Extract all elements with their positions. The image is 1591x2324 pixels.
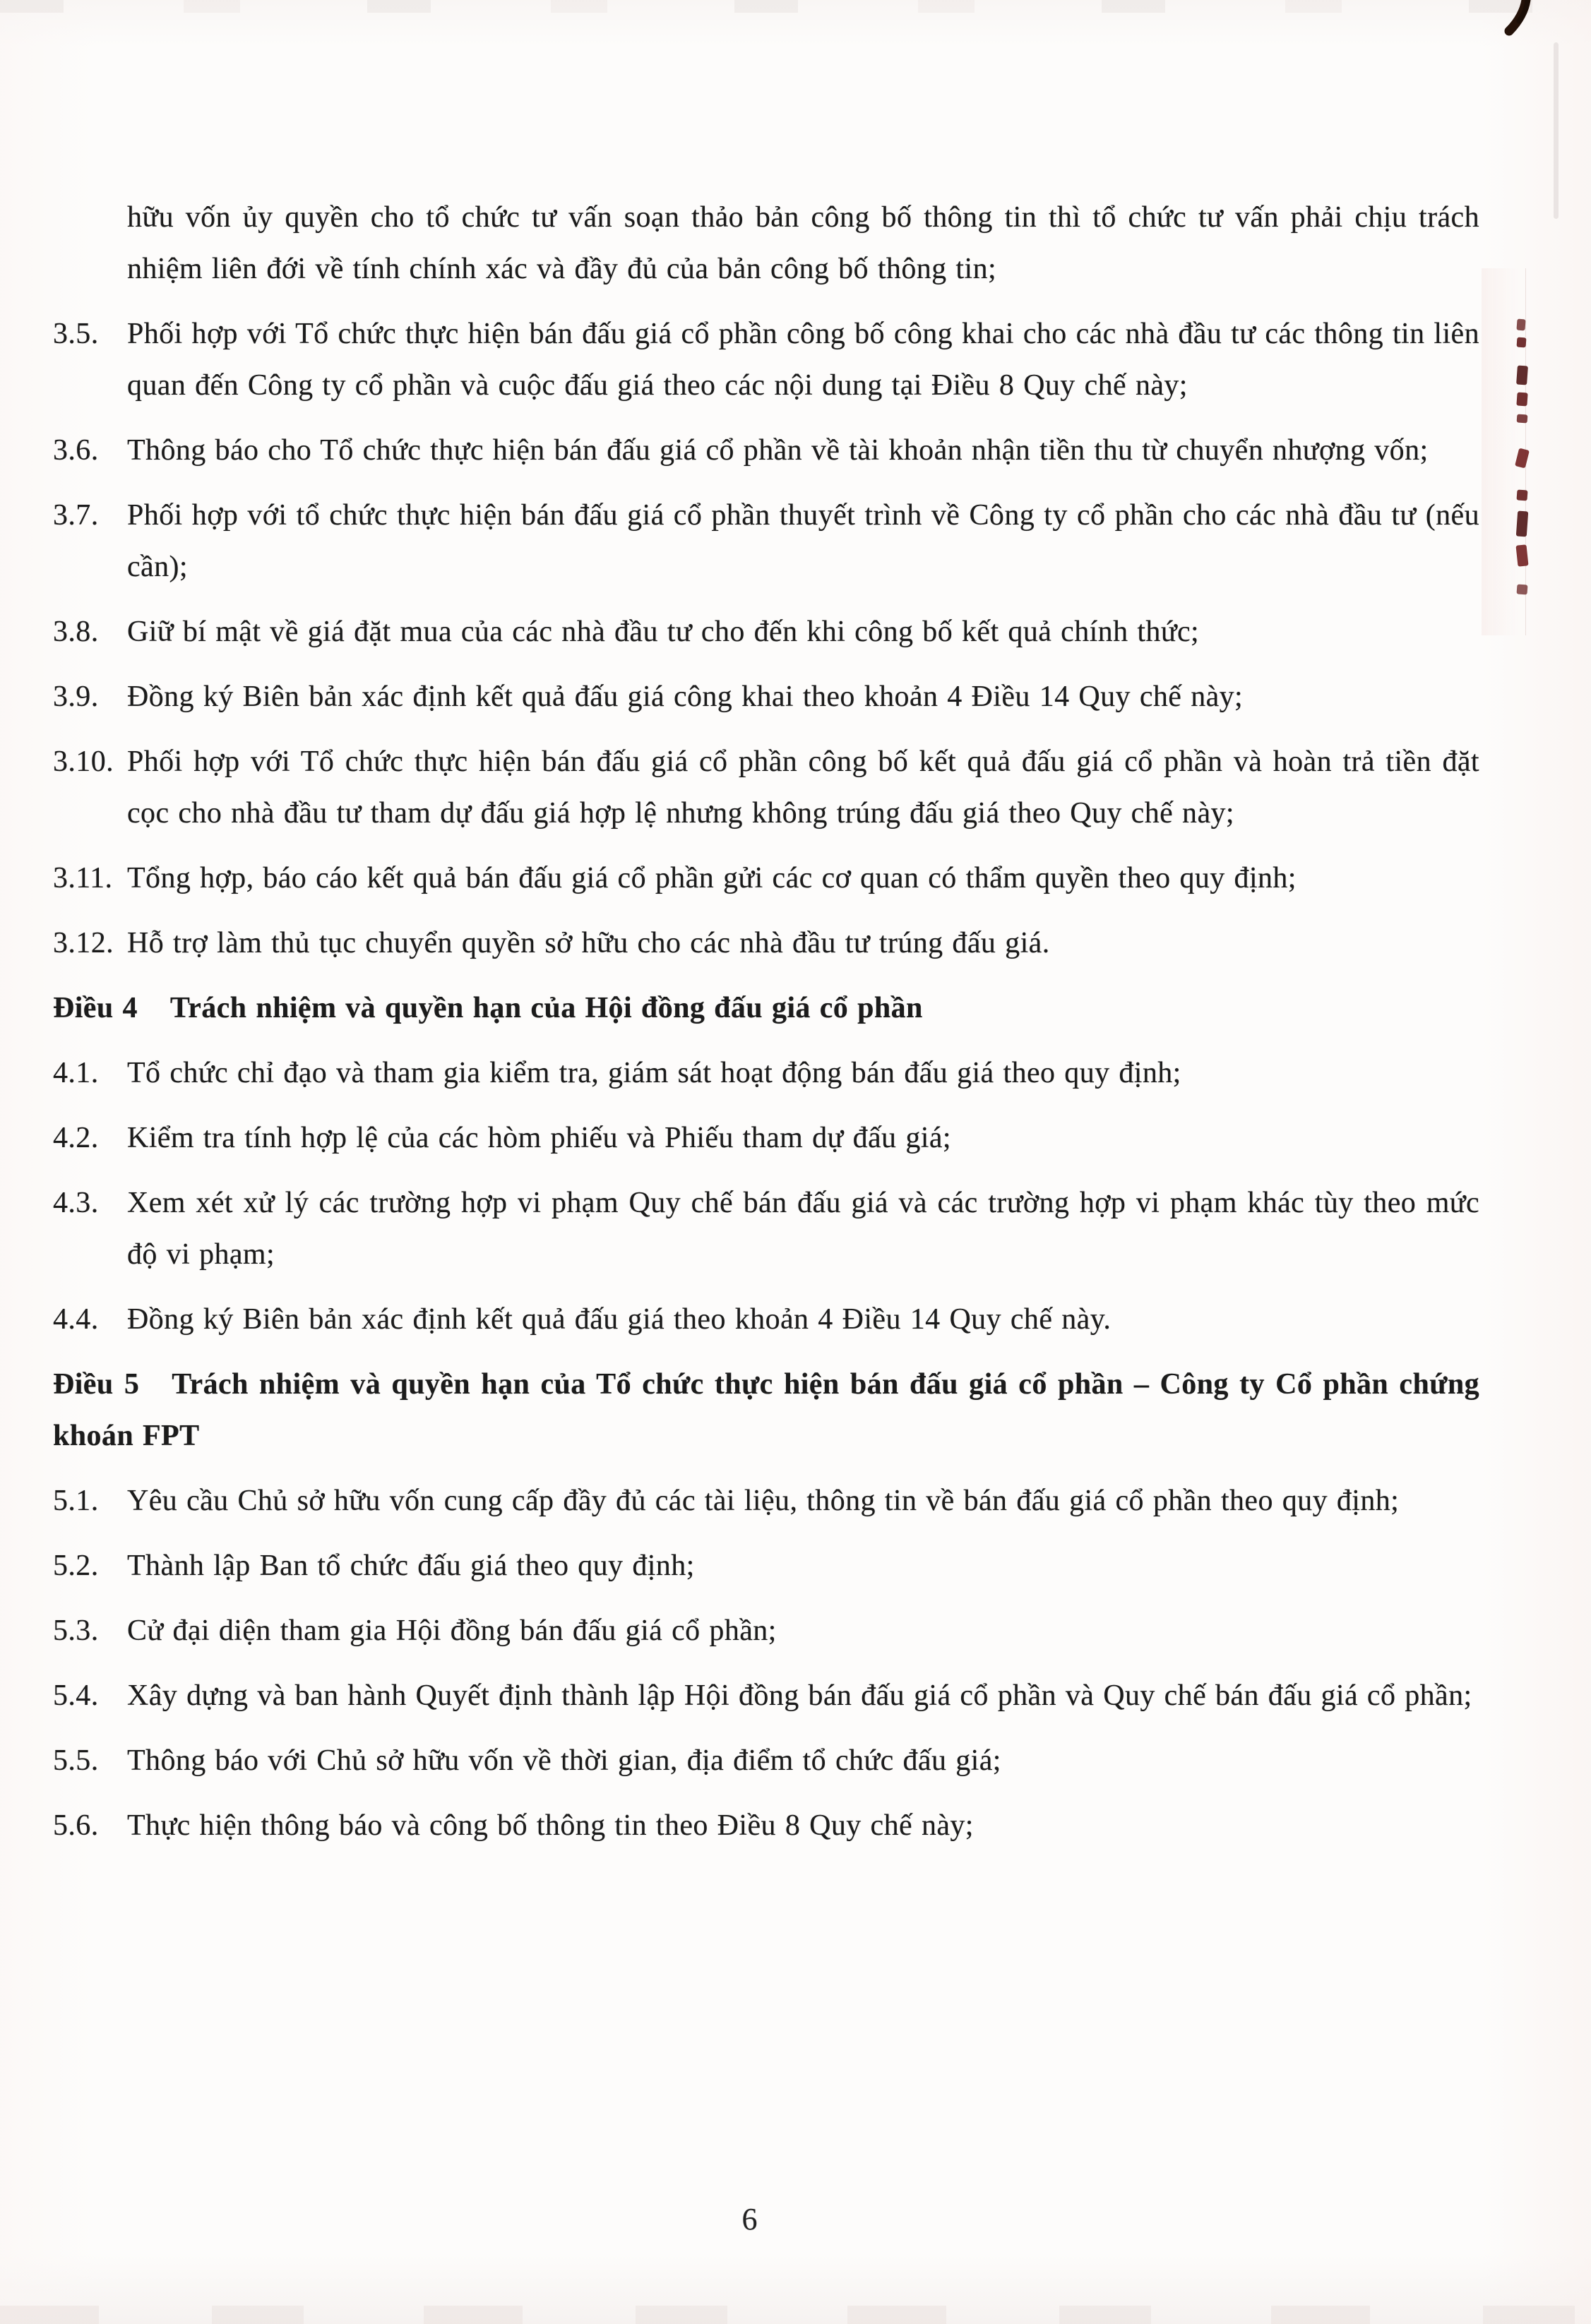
list-item-3-10 (53, 736, 1479, 839)
item-text: Thông báo cho Tổ chức thực hiện bán đấu giá cổ phần về tài khoản nhận tiền thu từ chuyển nhượng vốn; (127, 434, 1429, 467)
heading-label: Điều 4 (53, 992, 138, 1024)
item-text: Cử đại diện tham gia Hội đồng bán đấu giá cổ phần; (127, 1615, 777, 1647)
list-item-5-3 (53, 1605, 1479, 1657)
item-number: 5.6. (53, 1809, 99, 1842)
item-number: 3.10. (53, 745, 114, 778)
scan-noise-top (0, 0, 1591, 13)
list-item-3-12 (53, 918, 1479, 969)
item-number: 5.2. (53, 1550, 99, 1582)
item-number: 5.4. (53, 1679, 99, 1712)
list-item-5-2 (53, 1540, 1479, 1592)
scan-corner-curl-mark (1494, 0, 1536, 42)
list-item-3-8 (53, 606, 1479, 658)
item-number: 3.6. (53, 434, 99, 467)
item-number: 3.11. (53, 862, 113, 894)
list-item-4-4 (53, 1294, 1479, 1346)
item-number: 4.2. (53, 1122, 99, 1154)
heading-title: Trách nhiệm và quyền hạn của Tổ chức thực hiện bán đấu giá cổ phần – Công ty Cổ phần chứng khoán FPT (53, 1368, 1479, 1452)
list-item-3-6 (53, 425, 1479, 477)
item-number: 3.7. (53, 499, 99, 532)
item-number: 3.8. (53, 616, 99, 648)
list-item-5-6 (53, 1800, 1479, 1852)
heading-title: Trách nhiệm và quyền hạn của Hội đồng đấu giá cổ phần (169, 992, 923, 1024)
item-text: Đồng ký Biên bản xác định kết quả đấu giá công khai theo khoản 4 Điều 14 Quy chế này; (127, 681, 1244, 713)
item-text: Thông báo với Chủ sở hữu vốn về thời gian, địa điểm tổ chức đấu giá; (127, 1744, 1001, 1777)
item-text: Phối hợp với Tổ chức thực hiện bán đấu giá cổ phần công bố kết quả đấu giá cổ phần và hoàn trả tiền đặt cọc cho nhà đầu tư tham dự đấu giá hợp lệ nhưng không trúng đấu giá theo Quy chế này; (127, 745, 1479, 829)
item-text: Hỗ trợ làm thủ tục chuyển quyền sở hữu cho các nhà đầu tư trúng đấu giá. (127, 927, 1050, 959)
item-text: Đồng ký Biên bản xác định kết quả đấu giá theo khoản 4 Điều 14 Quy chế này. (127, 1303, 1112, 1336)
item-text: Yêu cầu Chủ sở hữu vốn cung cấp đầy đủ các tài liệu, thông tin về bán đấu giá cổ phần theo quy định; (127, 1485, 1400, 1517)
list-item-4-1 (53, 1048, 1479, 1099)
item-number: 5.1. (53, 1485, 99, 1517)
list-item-4-3 (53, 1178, 1479, 1281)
page-number: 6 (741, 2202, 758, 2236)
item-text: Phối hợp với tổ chức thực hiện bán đấu giá cổ phần thuyết trình về Công ty cổ phần cho các nhà đầu tư (nếu cần); (127, 499, 1479, 583)
item-text: Tổng hợp, báo cáo kết quả bán đấu giá cổ phần gửi các cơ quan có thẩm quyền theo quy định; (127, 862, 1297, 894)
list-item-3-5 (53, 309, 1479, 412)
heading-label: Điều 5 (53, 1368, 140, 1401)
item-number: 4.3. (53, 1187, 99, 1219)
scan-edge-shading (1482, 268, 1526, 635)
item-text: Kiểm tra tính hợp lệ của các hòm phiếu và Phiếu tham dự đấu giá; (127, 1122, 951, 1154)
item-text: Xây dựng và ban hành Quyết định thành lập Hội đồng bán đấu giá cổ phần và Quy chế bán đấu giá cổ phần; (127, 1679, 1472, 1712)
list-item-5-4 (53, 1670, 1479, 1722)
list-item-5-1 (53, 1475, 1479, 1527)
section-heading-dieu-5 (53, 1359, 1479, 1462)
item-text: Giữ bí mật về giá đặt mua của các nhà đầu tư cho đến khi công bố kết quả chính thức; (127, 616, 1200, 648)
list-item-3-11 (53, 853, 1479, 904)
list-item-3-7 (53, 490, 1479, 593)
section-heading-dieu-4 (53, 983, 1479, 1034)
scan-gray-streak (1554, 42, 1559, 219)
item-text: Thực hiện thông báo và công bố thông tin theo Điều 8 Quy chế này; (127, 1809, 974, 1842)
item-number: 3.5. (53, 318, 99, 350)
item-text: Phối hợp với Tổ chức thực hiện bán đấu giá cổ phần công bố công khai cho các nhà đầu tư các thông tin liên quan đến Công ty cổ phần và cuộc đấu giá theo các nội dung tại Điều 8 Quy chế này; (127, 318, 1479, 402)
item-number: 3.9. (53, 681, 99, 713)
list-item-3-9 (53, 671, 1479, 723)
item-number: 4.4. (53, 1303, 99, 1336)
list-item-5-5 (53, 1735, 1479, 1787)
item-number: 4.1. (53, 1057, 99, 1089)
item-text: Xem xét xử lý các trường hợp vi phạm Quy chế bán đấu giá và các trường hợp vi phạm khác tùy theo mức độ vi phạm; (127, 1187, 1479, 1271)
item-number: 3.12. (53, 927, 114, 959)
list-item-4-2 (53, 1113, 1479, 1164)
paragraph-continuation: hữu vốn ủy quyền cho tổ chức tư vấn soạn thảo bản công bố thông tin thì tổ chức tư vấn phải chịu trách nhiệm liên đới về tính chính xác và đầy đủ của bản công bố thông tin; (127, 201, 1479, 285)
item-number: 5.3. (53, 1615, 99, 1647)
item-number: 5.5. (53, 1744, 99, 1777)
item-text: Tổ chức chỉ đạo và tham gia kiểm tra, giám sát hoạt động bán đấu giá theo quy định; (127, 1057, 1181, 1089)
item-text: Thành lập Ban tổ chức đấu giá theo quy định; (127, 1550, 695, 1582)
scan-noise-bottom (0, 2306, 1591, 2324)
